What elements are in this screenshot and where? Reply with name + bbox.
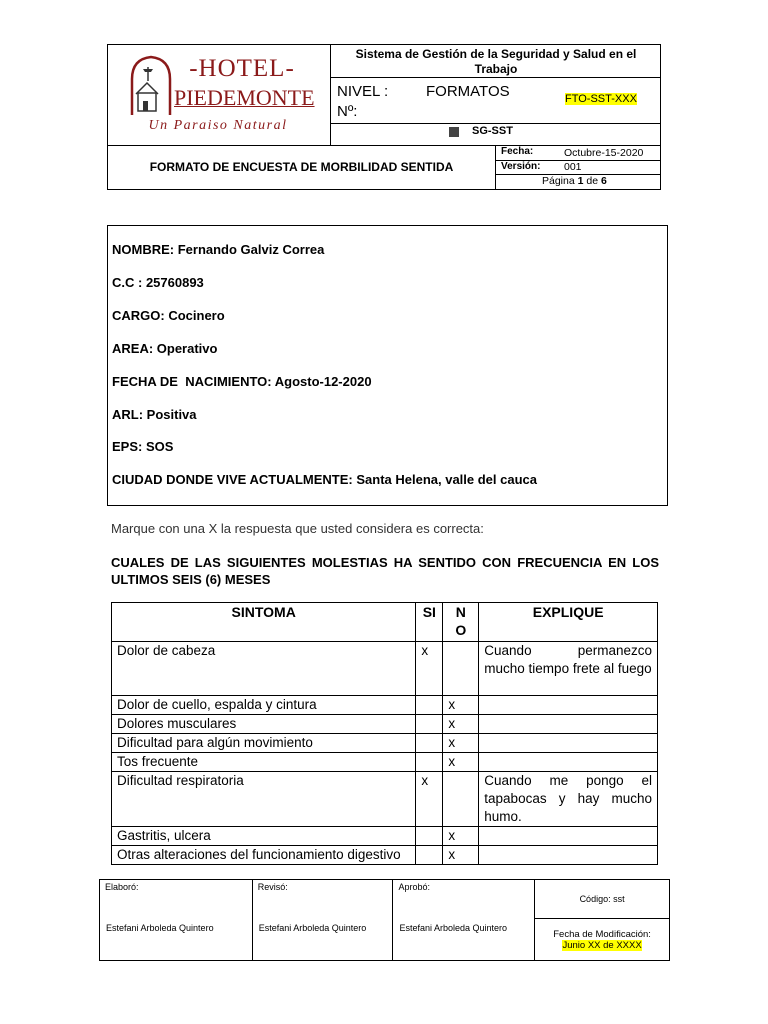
info-ciudad: CIUDAD DONDE VIVE ACTUALMENTE: Santa Helena, valle del cauca (112, 472, 538, 487)
sg-sst-square-icon (449, 127, 459, 137)
header-divider (495, 145, 496, 189)
cell-no: x (443, 846, 479, 865)
aprobo-name: Estefani Arboleda Quintero (399, 923, 508, 933)
cell-sintoma: Dificultad para algún movimiento (112, 734, 416, 753)
codigo-cell (535, 880, 670, 919)
cell-no: x (443, 734, 479, 753)
page-total: 6 (601, 175, 607, 187)
info-arl: ARL: Positiva (112, 407, 197, 422)
cell-si (416, 827, 443, 846)
version-value: 001 (564, 161, 582, 173)
header-divider (330, 77, 660, 78)
cell-no: x (443, 696, 479, 715)
aprobo-label: Aprobó: (398, 882, 430, 892)
fecha-modificacion-value: Junio XX de XXXX (562, 939, 642, 951)
symptoms-table (111, 602, 658, 865)
cell-no (443, 642, 479, 696)
table-row (112, 753, 658, 772)
sg-sst-label: SG-SST (472, 125, 513, 137)
cell-explique (479, 753, 658, 772)
cell-explique: Cuando me pongo el tapabocas y hay mucho humo. (479, 772, 658, 827)
cell-explique (479, 734, 658, 753)
table-row (112, 696, 658, 715)
cell-sintoma: Dolor de cuello, espalda y cintura (112, 696, 416, 715)
table-row (112, 772, 658, 827)
cell-explique (479, 846, 658, 865)
cell-si (416, 715, 443, 734)
cell-sintoma: Tos frecuente (112, 753, 416, 772)
formatos-label: FORMATOS (426, 83, 510, 100)
form-title: FORMATO DE ENCUESTA DE MORBILIDAD SENTIDA (149, 160, 454, 174)
logo-line-piedemonte: PIEDEMONTE (174, 85, 315, 110)
version-label: Versión: (501, 161, 541, 172)
header-divider (108, 145, 660, 146)
table-row (112, 846, 658, 865)
elaboro-cell (100, 880, 253, 961)
fecha-modificacion-label: Fecha de Modificación: (553, 928, 651, 940)
cell-si (416, 734, 443, 753)
cell-explique (479, 827, 658, 846)
header-si: SI (416, 603, 443, 642)
fecha-value: Octubre-15-2020 (564, 147, 644, 159)
header-sintoma: SINTOMA (112, 603, 416, 642)
cell-si: x (416, 642, 443, 696)
table-row (112, 827, 658, 846)
cell-no: x (443, 753, 479, 772)
header-no: N O (443, 603, 479, 642)
cell-explique: Cuando permanezco mucho tiempo frete al fuego (479, 642, 658, 696)
logo-line-hotel: -HOTEL- (189, 55, 295, 82)
cell-sintoma: Dolores musculares (112, 715, 416, 734)
info-cc: C.C : 25760893 (112, 275, 204, 290)
aprobo-cell (393, 880, 535, 961)
cell-explique (479, 696, 658, 715)
table-row (112, 642, 658, 696)
nivel-label: NIVEL : (337, 83, 389, 100)
header-explique: EXPLIQUE (479, 603, 658, 642)
cell-explique (479, 715, 658, 734)
elaboro-name: Estefani Arboleda Quintero (106, 923, 214, 933)
system-title: Sistema de Gestión de la Seguridad y Salud en el Trabajo (355, 47, 637, 76)
info-fecha-nacimiento: FECHA DE NACIMIENTO: Agosto-12-2020 (112, 374, 372, 389)
cell-no: x (443, 827, 479, 846)
fecha-modificacion-cell (535, 919, 670, 961)
info-cargo: CARGO: Cocinero (112, 308, 225, 323)
form-code: FTO-SST-XXX (565, 93, 637, 105)
cell-si (416, 753, 443, 772)
fecha-label: Fecha: (501, 146, 534, 157)
info-nombre: NOMBRE: Fernando Galviz Correa (112, 242, 325, 257)
reviso-label: Revisó: (257, 882, 288, 892)
logo-slogan: Un Paraiso Natural (148, 118, 288, 133)
approval-footer (99, 879, 670, 961)
table-row (112, 734, 658, 753)
hotel-logo-icon (126, 53, 176, 117)
reviso-cell (252, 880, 393, 961)
reviso-name: Estefani Arboleda Quintero (258, 923, 367, 933)
header-divider (330, 45, 331, 145)
cell-sintoma: Otras alteraciones del funcionamiento digestivo (112, 846, 416, 865)
cell-sintoma: Dolor de cabeza (112, 642, 416, 696)
cell-sintoma: Gastritis, ulcera (112, 827, 416, 846)
info-area: AREA: Operativo (112, 341, 218, 356)
table-header-row (112, 603, 658, 642)
instruction-text: Marque con una X la respuesta que usted considera es correcta: (111, 521, 484, 536)
elaboro-label: Elaboró: (105, 882, 139, 892)
page-prefix: Página (542, 175, 575, 187)
cell-si: x (416, 772, 443, 827)
cell-si (416, 846, 443, 865)
table-row (112, 715, 658, 734)
header-divider (330, 123, 660, 124)
cell-no (443, 772, 479, 827)
page-number: 1 (577, 175, 584, 187)
no-label: Nº: (337, 103, 358, 120)
info-eps: EPS: SOS (112, 439, 174, 454)
cell-sintoma: Dificultad respiratoria (112, 772, 416, 827)
employee-info-box (107, 225, 668, 506)
page-of: de (586, 175, 599, 187)
document-header (107, 44, 661, 190)
cell-si (416, 696, 443, 715)
question-text: CUALES DE LAS SIGUIENTES MOLESTIAS HA SENTIDO CON FRECUENCIA EN LOS ULTIMOS SEIS (6) MESES (111, 555, 659, 587)
page-indicator (542, 175, 607, 187)
cell-no: x (443, 715, 479, 734)
codigo-label: Código: sst (579, 894, 625, 904)
